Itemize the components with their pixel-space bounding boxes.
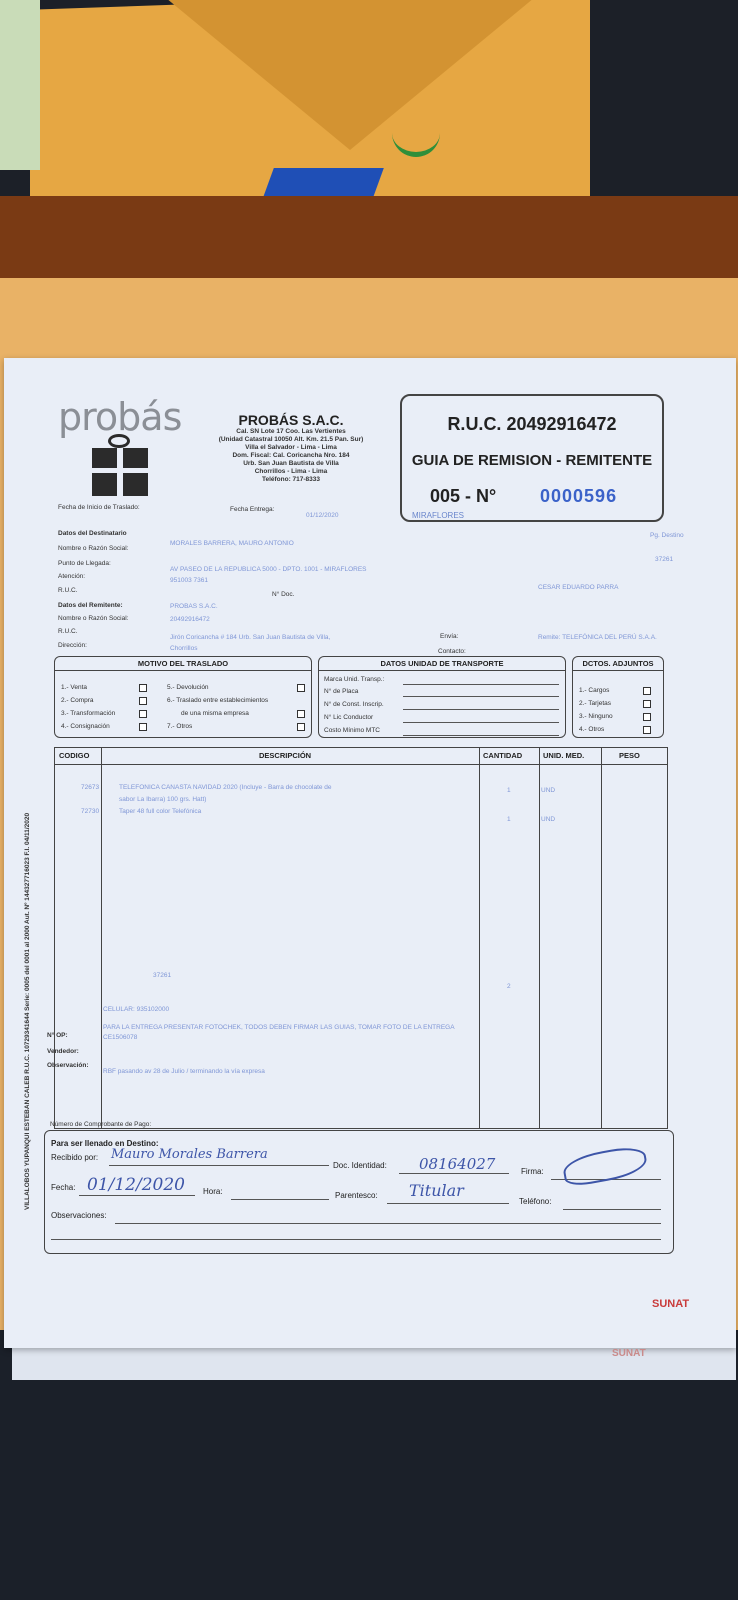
items-table (47, 747, 668, 1129)
doc-identidad-line[interactable] (399, 1173, 509, 1174)
fecha-inicio-label: Fecha de Inicio de Traslado: (58, 504, 140, 511)
remitente-ruc-value: 20492916472 (170, 616, 210, 623)
observaciones-label: Observaciones: (51, 1211, 107, 1220)
table-header-cantidad: CANTIDAD (483, 751, 523, 760)
table-row-description-2: sabor La Ibarra) 100 grs. Hatt) (119, 796, 207, 803)
transporte-field-label: N° de Const. Inscrip. (324, 701, 384, 708)
remitente-ruc-label: R.U.C. (58, 628, 78, 635)
recibido-label: Recibido por: (51, 1153, 99, 1162)
parentesco-line[interactable] (387, 1203, 509, 1204)
motivo-traslado-box (54, 656, 312, 738)
address-line: Villa el Salvador - Lima - Lima (245, 444, 337, 451)
observacion-value: RBF pasando av 28 de Julio / terminando la vía expresa (103, 1068, 265, 1075)
observacion-label: Observación: (47, 1062, 89, 1069)
table-row-qty: 1 (507, 787, 511, 794)
adjunto-checkbox[interactable] (643, 713, 651, 721)
document-serie: 005 - N° (430, 486, 497, 506)
firma-label: Firma: (521, 1167, 544, 1176)
fecha-line[interactable] (79, 1195, 195, 1196)
op-label: N° OP: (47, 1032, 68, 1039)
address-line: Urb. San Juan Bautista de Villa (243, 460, 339, 467)
adjuntos-title: DCTOS. ADJUNTOS (582, 659, 654, 668)
destino-contact-right: CESAR EDUARDO PARRA (538, 584, 619, 591)
recibido-line[interactable] (109, 1165, 329, 1166)
remitente-nombre-label: Nombre o Razón Social: (58, 615, 129, 622)
remitente-nombre-value: PROBAS S.A.C. (170, 603, 218, 610)
ruc-number: R.U.C. 20492916472 (447, 414, 617, 434)
address-line: (Unidad Catastral 10050 Alt. Km. 21.5 Pan. Sur) (218, 436, 364, 443)
motivo-checkbox[interactable] (139, 684, 147, 692)
adjuntos-box (572, 656, 664, 738)
destinatario-nombre-label: Nombre o Razón Social: (58, 545, 129, 552)
parentesco-label: Parentesco: (335, 1191, 378, 1200)
destinatario-section-label: Datos del Destinatario (58, 530, 127, 537)
observaciones-line[interactable] (115, 1223, 661, 1224)
address-line: Chorrillos - Lima - Lima (254, 468, 328, 475)
punto-llegada-label: Punto de Llegada: (58, 560, 111, 567)
company-address (192, 428, 390, 484)
table-row-unit: UND (541, 787, 556, 794)
ruc-box (400, 394, 664, 522)
destinatario-ruc-label: R.U.C. (58, 587, 78, 594)
op-value: CELULAR: 935102000 (103, 1006, 170, 1013)
motivo-checkbox[interactable] (139, 723, 147, 731)
hora-line[interactable] (231, 1199, 329, 1200)
transporte-box (318, 656, 566, 738)
reference-code: 37261 (153, 972, 172, 979)
destinatario-nombre-value: MORALES BARRERA, MAURO ANTONIO (170, 540, 294, 547)
destinatario-doc-label: N° Doc. (272, 591, 295, 598)
table-header-unidad: UNID. MED. (543, 751, 585, 760)
transporte-field-line[interactable] (403, 735, 559, 736)
motivo-checkbox[interactable] (297, 723, 305, 731)
sunat-mark: SUNAT (652, 1298, 690, 1310)
contacto-label: Contacto: (438, 648, 466, 655)
parentesco-handwritten: Titular (409, 1181, 464, 1200)
hora-label: Hora: (203, 1187, 223, 1196)
reception-box (44, 1130, 674, 1254)
fecha-entrega-value: 01/12/2020 (306, 512, 339, 519)
remitente-direccion-value-2: Chorrillos (170, 645, 198, 652)
fecha-label: Fecha: (51, 1183, 76, 1192)
destino-label-right: Pg. Destino (650, 532, 684, 539)
adjunto-option: 2.- Tarjetas (579, 700, 612, 707)
motivo-option: de una misma empresa (181, 710, 249, 717)
table-row-description: TELEFONICA CANASTA NAVIDAD 2020 (Incluye - Barra de chocolate de (119, 784, 332, 791)
company-name: PROBÁS S.A.C. (238, 412, 344, 428)
destino-section-label: Para ser llenado en Destino: (51, 1139, 159, 1148)
gift-box-icon (92, 448, 148, 496)
printer-info-vertical: VILLALOBOS YUPANQUI ESTEBAN CALEB R.U.C. 10729341644 Serie: 0005 del 0001 al 2000 Aut. Nº 144327716023 F.I. 04/11/2020 (24, 812, 31, 1210)
motivo-option: 1.- Venta (61, 684, 88, 691)
envelope-flap (120, 0, 580, 150)
transporte-field-label: N° Lic Conductor (324, 714, 374, 721)
table-row-code: 72730 (81, 808, 100, 815)
transporte-field-label: N° de Placa (324, 688, 359, 695)
motivo-option: 3.- Transformación (61, 710, 116, 717)
motivo-checkbox[interactable] (139, 697, 147, 705)
table-row-description: Taper 48 full color Telefónica (119, 808, 202, 815)
op-note: PARA LA ENTREGA PRESENTAR FOTOCHEK, TODOS DEBEN FIRMAR LAS GUIAS, TOMAR FOTO DE LA ENTREGA (103, 1024, 455, 1031)
document-type: GUIA DE REMISION - REMITENTE (411, 452, 653, 469)
doc-identidad-handwritten: 08164027 (419, 1155, 496, 1173)
transporte-field-line[interactable] (403, 709, 559, 710)
gift-bow-icon (108, 434, 130, 448)
table-header-peso: PESO (619, 751, 640, 760)
sunat-mark-copy: SUNAT (612, 1348, 646, 1359)
atencion-value: 951003 7361 (170, 577, 208, 584)
comprobante-label: Número de Comprobante de Pago: (50, 1121, 152, 1128)
doc-identidad-label: Doc. Identidad: (333, 1161, 387, 1170)
recibido-handwritten: Mauro Morales Barrera (111, 1147, 268, 1162)
observaciones-line-2[interactable] (51, 1239, 661, 1240)
company-logo-text: probás (58, 395, 182, 439)
adjunto-option: 1.- Cargos (579, 687, 610, 694)
table-header-descripcion: DESCRIPCIÓN (259, 751, 312, 760)
place-stamp: MIRAFLORES (412, 511, 465, 520)
motivo-checkbox[interactable] (297, 684, 305, 692)
motivo-option: 2.- Compra (61, 697, 94, 704)
motivo-checkbox[interactable] (297, 710, 305, 718)
punto-llegada-value: AV PASEO DE LA REPUBLICA 5000 - DPTO. 1001 - MIRAFLORES (170, 566, 367, 573)
address-line: Teléfono: 717-8333 (261, 476, 321, 483)
table-row-qty: 1 (507, 816, 511, 823)
destino-code-right: 37261 (655, 556, 674, 563)
telefono-line[interactable] (563, 1209, 661, 1210)
motivo-option: 5.- Devolución (167, 684, 209, 691)
fecha-entrega-label: Fecha Entrega: (230, 506, 275, 513)
table-row-code: 72673 (81, 784, 100, 791)
motivo-option: 4.- Consignación (61, 723, 110, 730)
motivo-option: 6.- Traslado entre establecimientos (167, 697, 269, 704)
table-row-unit: UND (541, 816, 556, 823)
document-number: 0000596 (540, 486, 618, 506)
transporte-field-line[interactable] (403, 684, 559, 685)
telefono-label: Teléfono: (519, 1197, 552, 1206)
total-qty: 2 (507, 983, 511, 990)
remitente-section-label: Datos del Remitente: (58, 602, 123, 609)
address-line: Dom. Fiscal: Cal. Coricancha Nro. 184 (232, 452, 350, 459)
atencion-label: Atención: (58, 573, 86, 580)
adjunto-checkbox[interactable] (643, 726, 651, 734)
transporte-field-line[interactable] (403, 696, 559, 697)
paper-corner (0, 0, 40, 170)
remitente-direccion-label: Dirección: (58, 642, 87, 649)
vendedor-label: Vendedor: (47, 1048, 79, 1055)
signature-icon (561, 1144, 649, 1188)
motivo-option: 7.- Otros (167, 723, 193, 730)
address-line: Cal. SN Lote 17 Coo. Las Vertientes (236, 428, 346, 435)
envia-label: Envía: (440, 633, 459, 640)
adjunto-option: 4.- Otros (579, 726, 605, 733)
motivo-checkbox[interactable] (139, 710, 147, 718)
envelope-shadow-band (0, 196, 738, 278)
transporte-field-line[interactable] (403, 722, 559, 723)
remitente-direccion-value: Jirón Coricancha # 184 Urb. San Juan Bautista de Villa, (170, 634, 331, 641)
envia-value: Remite: TELEFÓNICA DEL PERÚ S.A.A. (538, 634, 657, 641)
adjunto-checkbox[interactable] (643, 687, 651, 695)
fecha-handwritten: 01/12/2020 (87, 1175, 185, 1195)
table-header-codigo: CODIGO (59, 751, 90, 760)
adjunto-checkbox[interactable] (643, 700, 651, 708)
transporte-field-label: Costo Mínimo MTC (324, 727, 380, 734)
adjunto-option: 3.- Ninguno (579, 713, 613, 720)
transporte-title: DATOS UNIDAD DE TRANSPORTE (380, 659, 504, 668)
transporte-field-label: Marca Unid. Transp.: (324, 676, 385, 683)
op-note-2: CE1506078 (103, 1034, 138, 1041)
motivo-title: MOTIVO DEL TRASLADO (137, 659, 229, 668)
